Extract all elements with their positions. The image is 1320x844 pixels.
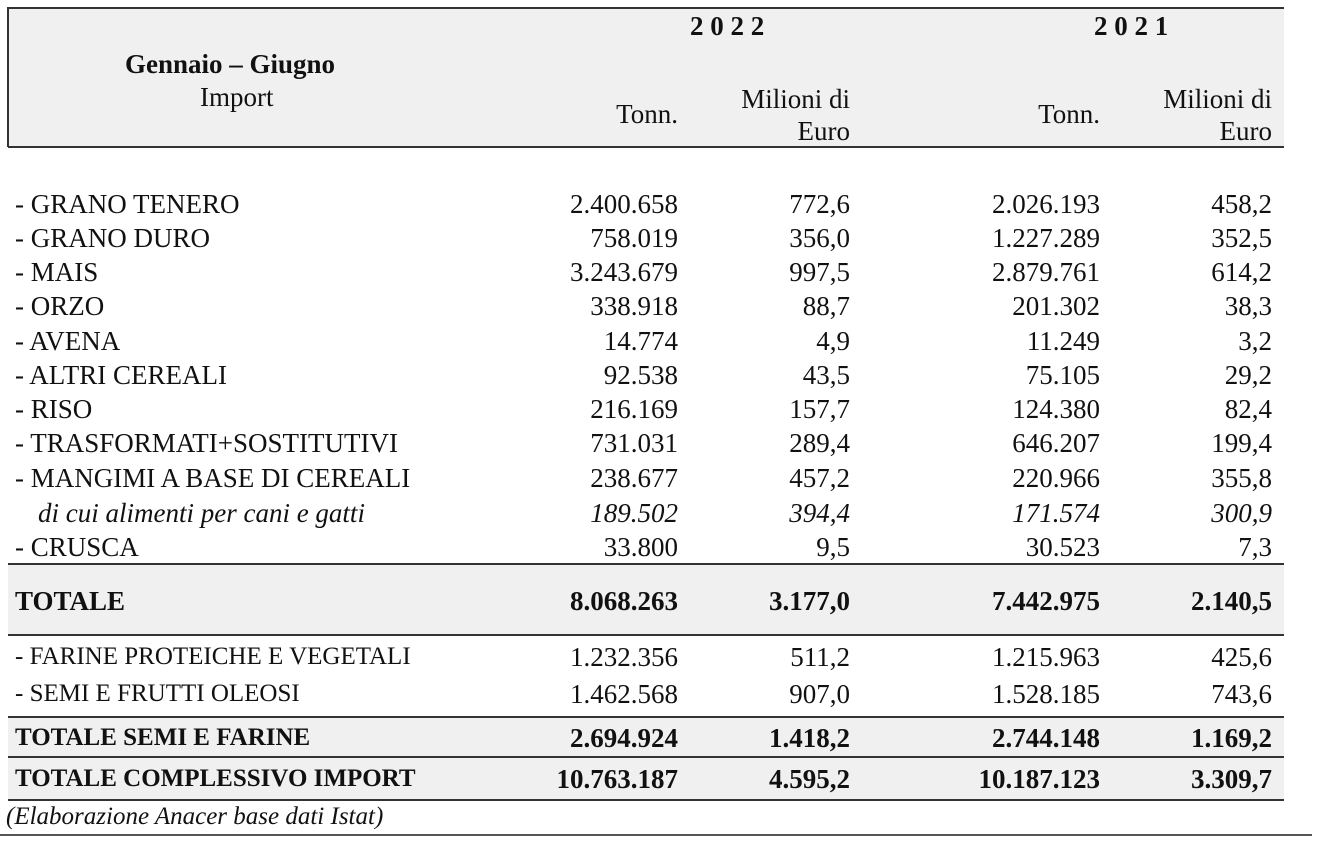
table-cell-euro-2022: 289,4 [789,428,850,458]
totale-tonn-2021: 7.442.975 [992,586,1100,616]
page-bottom-rule [0,834,1312,836]
table-cell-euro-2021: 300,9 [1211,498,1272,528]
totale-semi-label: TOTALE SEMI E FARINE [15,724,311,751]
table-cell-euro-2022: 88,7 [802,291,850,321]
table-cell-euro-2022: 511,2 [790,642,850,672]
header-bottom-border [8,146,1284,148]
table-row-label: - GRANO DURO [15,223,210,253]
totale-label: TOTALE [15,586,126,616]
table-cell-euro-2022: 356,0 [789,223,850,253]
table-cell-tonn-2022: 758.019 [590,223,678,253]
totale-semi-tonn-2021: 2.744.148 [992,723,1100,753]
table-row-label: - FARINE PROTEICHE E VEGETALI [15,643,411,670]
table-cell-euro-2021: 458,2 [1211,189,1272,219]
table-cell-tonn-2022: 92.538 [603,360,678,390]
table-cell-tonn-2021: 201.302 [1012,291,1100,321]
table-cell-tonn-2022: 2.400.658 [570,189,678,219]
totale-semi-euro-2021: 1.169,2 [1191,723,1272,753]
table-cell-tonn-2021: 1.215.963 [992,642,1100,672]
table-cell-tonn-2021: 30.523 [1025,532,1100,562]
table-cell-tonn-2022: 1.462.568 [570,679,678,709]
table-row-label: - AVENA [15,326,121,356]
table-cell-tonn-2022: 189.502 [590,498,678,528]
table-cell-tonn-2022: 3.243.679 [570,257,678,287]
col-milioni-2022: Milioni di [741,84,850,114]
totale-semi-euro-2022: 1.418,2 [769,723,850,753]
totale-euro-2022: 3.177,0 [769,586,850,616]
table-cell-euro-2021: 29,2 [1224,360,1272,390]
table-row-label: - ORZO [15,291,105,321]
table-bottom-border [8,799,1284,801]
table-left-border [7,7,9,147]
table-cell-euro-2022: 772,6 [789,189,850,219]
table-row-label: - RISO [15,394,93,424]
table-cell-euro-2022: 9,5 [816,532,850,562]
col-milioni-2021: Milioni di [1163,84,1272,114]
table-cell-euro-2021: 425,6 [1211,642,1272,672]
table-cell-euro-2022: 907,0 [789,679,850,709]
table-cell-euro-2021: 614,2 [1211,257,1272,287]
year-2022-heading: 2 0 2 2 [690,11,765,41]
col-tonn-2022: Tonn. [616,99,678,129]
totale-top-border [8,563,1284,565]
table-cell-euro-2022: 394,4 [789,498,850,528]
table-cell-tonn-2021: 646.207 [1012,428,1100,458]
table-cell-euro-2022: 157,7 [789,394,850,424]
totale-complessivo-euro-2021: 3.309,7 [1191,764,1272,794]
col-tonn-2021: Tonn. [1038,99,1100,129]
table-row-label: - CRUSCA [15,532,139,562]
table-cell-tonn-2022: 338.918 [590,291,678,321]
table-cell-tonn-2021: 1.528.185 [992,679,1100,709]
table-cell-euro-2021: 38,3 [1224,291,1272,321]
table-cell-euro-2022: 457,2 [789,463,850,493]
totale-complessivo-tonn-2021: 10.187.123 [978,764,1100,794]
top-border [8,7,1284,9]
table-cell-tonn-2021: 2.026.193 [992,189,1100,219]
source-note: (Elaborazione Anacer base dati Istat) [6,803,384,830]
totale-complessivo-euro-2022: 4.595,2 [769,764,850,794]
table-cell-euro-2022: 4,9 [816,326,850,356]
totale-complessivo-label: TOTALE COMPLESSIVO IMPORT [15,765,416,792]
table-row-label: - MANGIMI A BASE DI CEREALI [15,463,411,493]
table-cell-tonn-2021: 1.227.289 [992,223,1100,253]
table-cell-euro-2021: 352,5 [1211,223,1272,253]
table-cell-tonn-2021: 220.966 [1012,463,1100,493]
import-subheading: Import [200,82,274,112]
table-cell-tonn-2022: 14.774 [603,326,678,356]
table-row-label: - GRANO TENERO [15,189,240,219]
table-cell-tonn-2022: 33.800 [603,532,678,562]
table-row-label: - ALTRI CEREALI [15,360,227,390]
table-cell-euro-2021: 82,4 [1224,394,1272,424]
table-cell-tonn-2022: 216.169 [590,394,678,424]
table-cell-tonn-2021: 75.105 [1025,360,1100,390]
table-row-label-subitem: di cui alimenti per cani e gatti [38,498,365,528]
table-cell-tonn-2021: 11.249 [1026,326,1100,356]
col-euro-2021: Euro [1219,116,1272,146]
year-2021-heading: 2 0 2 1 [1094,11,1169,41]
table-cell-euro-2022: 997,5 [789,257,850,287]
period-heading: Gennaio – Giugno [125,49,336,79]
table-cell-euro-2021: 355,8 [1211,463,1272,493]
totale-euro-2021: 2.140,5 [1191,586,1272,616]
table-cell-tonn-2022: 1.232.356 [570,642,678,672]
totale-complessivo-top-border [8,756,1284,758]
table-cell-euro-2021: 199,4 [1211,428,1272,458]
table-row-label: - MAIS [15,257,99,287]
table-cell-euro-2021: 743,6 [1211,679,1272,709]
table-cell-tonn-2021: 124.380 [1012,394,1100,424]
table-cell-tonn-2021: 2.879.761 [992,257,1100,287]
table-cell-tonn-2022: 731.031 [590,428,678,458]
col-euro-2022: Euro [797,116,850,146]
table-row-label: - SEMI E FRUTTI OLEOSI [15,680,300,707]
table-cell-euro-2021: 7,3 [1238,532,1272,562]
totale-semi-top-border [8,716,1284,718]
table-row-label: - TRASFORMATI+SOSTITUTIVI [15,428,398,458]
totale-bottom-border [8,634,1284,636]
table-cell-euro-2021: 3,2 [1238,326,1272,356]
totale-semi-tonn-2022: 2.694.924 [570,723,678,753]
totale-tonn-2022: 8.068.263 [570,586,678,616]
table-cell-tonn-2021: 171.574 [1012,498,1100,528]
table-cell-euro-2022: 43,5 [802,360,850,390]
table-cell-tonn-2022: 238.677 [590,463,678,493]
totale-complessivo-tonn-2022: 10.763.187 [556,764,678,794]
